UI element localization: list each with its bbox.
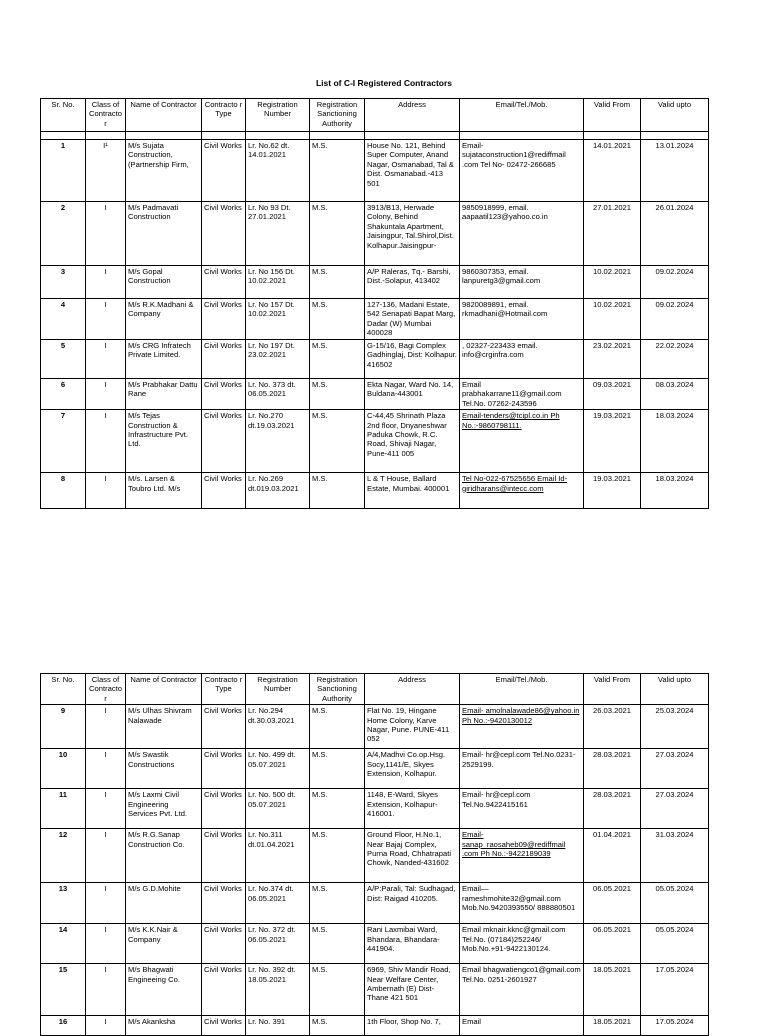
contractor-type: Civil Works (202, 410, 246, 473)
contractor-type: Civil Works (202, 705, 246, 749)
registration-number: Lr. No. 373 dt. 06.05.2021 (246, 379, 310, 410)
table-row (41, 299, 709, 340)
contractor-name: M/s Prabhakar Dattu Rane (126, 379, 202, 410)
contractor-type: Civil Works (202, 340, 246, 379)
sr-number: 13 (41, 883, 86, 924)
valid-upto: 13.01.2024 (641, 140, 709, 202)
header-spacer-row (41, 132, 709, 140)
contractor-address: Flat No. 19, Hingane Home Colony, Karve Nagar, Pune. PUNE-411 052 (365, 705, 460, 749)
contractor-type: Civil Works (202, 140, 246, 202)
sr-number: 6 (41, 379, 86, 410)
valid-from: 28.03.2021 (584, 789, 641, 829)
registration-number: Lr. No.294 dt.30.03.2021 (246, 705, 310, 749)
valid-upto: 18.03.2024 (641, 473, 709, 509)
contractor-address: House No. 121, Behind Super Computer, Anand Nagar, Osmanabad, Tal & Dist. Osmanabad.-413 501 (365, 140, 460, 202)
table-row (41, 789, 709, 829)
contractor-class: I (86, 299, 126, 340)
header-contact: Email/Tel./Mob. (460, 674, 584, 705)
sr-number: 2 (41, 202, 86, 266)
contractor-name: M/s R.G.Sanap Construction Co. (126, 829, 202, 883)
valid-from: 18.05.2021 (584, 964, 641, 1016)
table-row (41, 266, 709, 299)
contractor-type: Civil Works (202, 924, 246, 964)
sanctioning-authority: M.S. (310, 829, 365, 883)
contractor-address: 3913/B13, Herwade Colony, Behind Shakuntala Apartment, Jaisingpur, Tal.Shirol,Dist. Kolhapur.Jaisingpur- (365, 202, 460, 266)
contractor-name: M/s Akanksha (126, 1016, 202, 1036)
sr-number: 8 (41, 473, 86, 509)
valid-from: 19.03.2021 (584, 410, 641, 473)
sr-number: 15 (41, 964, 86, 1016)
sr-number: 9 (41, 705, 86, 749)
contractor-address: 6969, Shiv Mandir Road, Near Welfare Center, Ambernath (E) Dist- Thane 421 501 (365, 964, 460, 1016)
valid-from: 06.05.2021 (584, 883, 641, 924)
contractor-class: I (86, 789, 126, 829)
contractor-address: Ekta Nagar, Ward No. 14, Buldana-443001 (365, 379, 460, 410)
contractor-type: Civil Works (202, 1016, 246, 1036)
contact-details: 9850918999, email. aapaatil123@yahoo.co.in (460, 202, 584, 266)
valid-from: 01.04.2021 (584, 829, 641, 883)
header-valid-from: Valid From (584, 99, 641, 132)
header-class: Class of Contracto r (86, 99, 126, 132)
header-sr: Sr. No. (41, 674, 86, 705)
header-regno: Registration Number (246, 674, 310, 705)
sanctioning-authority: M.S. (310, 924, 365, 964)
contractor-class: I (86, 266, 126, 299)
sanctioning-authority: M.S. (310, 266, 365, 299)
contractor-class: I (86, 410, 126, 473)
contractor-class: I (86, 829, 126, 883)
table-row (41, 1016, 709, 1036)
header-class: Class of Contracto r (86, 674, 126, 705)
contact-details: Email- amolnalawade86@yahoo.in Ph No.:-9420130012 (460, 705, 584, 749)
valid-from: 09.03.2021 (584, 379, 641, 410)
contractor-name: M/s CRG Infratech Private Limited. (126, 340, 202, 379)
contractor-class: I (86, 924, 126, 964)
contractor-address: 1148, E-Ward, Skyes Extension, Kolhapur-416001. (365, 789, 460, 829)
sanctioning-authority: M.S. (310, 705, 365, 749)
sanctioning-authority: M.S. (310, 202, 365, 266)
contact-details: , 02327-223433 email. info@crginfra.com (460, 340, 584, 379)
header-valid-from: Valid From (584, 674, 641, 705)
contractor-class: I (86, 964, 126, 1016)
valid-upto: 17.05.2024 (641, 964, 709, 1016)
contractor-name: M/s Gopal Construction (126, 266, 202, 299)
header-contact: Email/Tel./Mob. (460, 99, 584, 132)
contractor-type: Civil Works (202, 202, 246, 266)
header-sr: Sr. No. (41, 99, 86, 132)
registration-number: Lr. No 157 Dt. 10.02.2021 (246, 299, 310, 340)
contact-details: Email-tenders@tcipl.co.in Ph No.:-9860798111. (460, 410, 584, 473)
sr-number: 11 (41, 789, 86, 829)
contractor-class: I (86, 1016, 126, 1036)
valid-upto: 27.03.2024 (641, 749, 709, 789)
sanctioning-authority: M.S. (310, 749, 365, 789)
table-row (41, 473, 709, 509)
sanctioning-authority: M.S. (310, 473, 365, 509)
valid-upto: 31.03.2024 (641, 829, 709, 883)
valid-upto: 08.03.2024 (641, 379, 709, 410)
valid-from: 18.05.2021 (584, 1016, 641, 1036)
registration-number: Lr. No.374 dt. 06.05.2021 (246, 883, 310, 924)
contractor-type: Civil Works (202, 829, 246, 883)
contractors-table-1 (40, 98, 709, 509)
valid-upto: 22.02.2024 (641, 340, 709, 379)
table-header-row (41, 674, 709, 705)
header-authority: Registration Sanctioning Authority (310, 99, 365, 132)
contractor-address: L & T House, Ballard Estate, Mumbai. 400001 (365, 473, 460, 509)
table-row (41, 705, 709, 749)
contact-details: Email- hr@cepl.com Tel.No.0231-2529199. (460, 749, 584, 789)
header-address: Address (365, 674, 460, 705)
sr-number: 12 (41, 829, 86, 883)
header-regno: Registration Number (246, 99, 310, 132)
contractor-type: Civil Works (202, 266, 246, 299)
header-authority: Registration Sanctioning Authority (310, 674, 365, 705)
header-name: Name of Contractor (126, 674, 202, 705)
contact-details: Email bhagwatiengco1@gmail.com Tel.No. 0251-2601927 (460, 964, 584, 1016)
registration-number: Lr. No.62 dt. 14.01.2021 (246, 140, 310, 202)
contractor-name: M/s K.K.Nair & Company (126, 924, 202, 964)
sr-number: 10 (41, 749, 86, 789)
valid-upto: 05.05.2024 (641, 883, 709, 924)
table-row (41, 829, 709, 883)
contractors-table-2 (40, 673, 709, 1036)
contractor-address: A/4,Madhvi Co.op.Hsg. Socy,1141/E, Skyes Extension, Kolhapur. (365, 749, 460, 789)
sanctioning-authority: M.S. (310, 789, 365, 829)
contractor-address: A/P Raleras, Tq.- Barshi, Dist.-Solapur, 413402 (365, 266, 460, 299)
table-row (41, 379, 709, 410)
table-row (41, 140, 709, 202)
sr-number: 5 (41, 340, 86, 379)
contractor-name: M/s Swastik Constructions (126, 749, 202, 789)
contractor-name: M/s Sujata Construction, (Partnership Firm, (126, 140, 202, 202)
contractor-address: C-44,45 Shrinath Plaza 2nd floor, Dnyaneshwar Paduka Chowk, R.C. Road, Shivaji Nagar, Pune-411 005 (365, 410, 460, 473)
contractor-address: G-15/16, Bagi Complex Gadhinglaj, Dist: Kolhapur. 416502 (365, 340, 460, 379)
valid-upto: 27.03.2024 (641, 789, 709, 829)
contractor-type: Civil Works (202, 299, 246, 340)
sanctioning-authority: M.S. (310, 340, 365, 379)
table-row (41, 883, 709, 924)
valid-from: 26.03.2021 (584, 705, 641, 749)
contractor-name: M/s G.D.Mohite (126, 883, 202, 924)
registration-number: Lr. No. 499 dt. 05.07.2021 (246, 749, 310, 789)
contact-details: 9820089891, email. rkmadhani@Hotmail.com (460, 299, 584, 340)
header-valid-upto: Valid upto (641, 674, 709, 705)
valid-from: 06.05.2021 (584, 924, 641, 964)
contractor-address: Rani Laxmibai Ward, Bhandara, Bhandara-441904. (365, 924, 460, 964)
valid-upto: 18.03.2024 (641, 410, 709, 473)
registration-number: Lr. No 156 Dt. 10.02.2021 (246, 266, 310, 299)
registration-number: Lr. No 197 Dt. 23.02.2021 (246, 340, 310, 379)
contractor-type: Civil Works (202, 473, 246, 509)
contact-details: Email prabhakarrane11@gmail.com Tel.No. 07262-243596 (460, 379, 584, 410)
contractor-class: I (86, 749, 126, 789)
valid-upto: 09.02.2024 (641, 266, 709, 299)
contractor-name: M/s Ulhas Shivram Nalawade (126, 705, 202, 749)
registration-number: Lr. No. 392 dt. 18.05.2021 (246, 964, 310, 1016)
valid-upto: 26.01.2024 (641, 202, 709, 266)
contractor-name: M/s R.K.Madhani & Company (126, 299, 202, 340)
contractor-type: Civil Works (202, 749, 246, 789)
table-row (41, 924, 709, 964)
sanctioning-authority: M.S. (310, 1016, 365, 1036)
sr-number: 4 (41, 299, 86, 340)
contact-details: Email- sanap_raosaheb09@rediffmail .com Ph No.:-9422189039 (460, 829, 584, 883)
sanctioning-authority: M.S. (310, 299, 365, 340)
valid-from: 28.03.2021 (584, 749, 641, 789)
sr-number: 7 (41, 410, 86, 473)
header-valid-upto: Valid upto (641, 99, 709, 132)
contact-details: Email mknair.kknc@gmail.com Tel.No. (07184)252246/ Mob.No.+91-9422130124. (460, 924, 584, 964)
registration-number: Lr. No. 372 dt. 06.05.2021 (246, 924, 310, 964)
registration-number: Lr. No. 500 dt. 05.07.2021 (246, 789, 310, 829)
contractor-class: I¹ (86, 140, 126, 202)
contractor-name: M/s Padmavati Construction (126, 202, 202, 266)
contact-details: Email— rameshmohite32@gmail.com Mob.No.9420393550/ 888880501 (460, 883, 584, 924)
sanctioning-authority: M.S. (310, 964, 365, 1016)
table-row (41, 964, 709, 1016)
contractor-name: M/s Laxmi Civil Engineering Services Pvt. Ltd. (126, 789, 202, 829)
table-row (41, 749, 709, 789)
sr-number: 16 (41, 1016, 86, 1036)
contractor-name: M/s Bhagwati Engineeing Co. (126, 964, 202, 1016)
contractor-class: I (86, 705, 126, 749)
sr-number: 1 (41, 140, 86, 202)
header-name: Name of Contractor (126, 99, 202, 132)
page-title: List of C-I Registered Contractors (315, 78, 453, 88)
registration-number: Lr. No 93 Dt. 27.01.2021 (246, 202, 310, 266)
contact-details: Tel No-022-67525656 Email Id- giridharans@intecc.com (460, 473, 584, 509)
sanctioning-authority: M.S. (310, 883, 365, 924)
valid-upto: 17.05.2024 (641, 1016, 709, 1036)
contractor-address: Ground Floor, H.No.1, Near Bajaj Complex, Purna Road, Chhatrapati Chowk, Nanded-431602 (365, 829, 460, 883)
registration-number: Lr. No.311 dt.01.04.2021 (246, 829, 310, 883)
contractor-class: I (86, 883, 126, 924)
contractor-name: M/s. Larsen & Toubro Ltd. M/s (126, 473, 202, 509)
sanctioning-authority: M.S. (310, 410, 365, 473)
header-type: Contracto r Type (202, 99, 246, 132)
contractor-type: Civil Works (202, 789, 246, 829)
sanctioning-authority: M.S. (310, 140, 365, 202)
table-row (41, 340, 709, 379)
contractor-address: 127-136, Madani Estate, 542 Senapati Bapat Marg, Dadar (W) Mumbai 400028 (365, 299, 460, 340)
sr-number: 14 (41, 924, 86, 964)
contact-details: Email- hr@cepl.com Tel.No.9422415161 (460, 789, 584, 829)
header-type: Contracto r Type (202, 674, 246, 705)
contact-details: 9860307353, email. lanpuretg3@gmail.com (460, 266, 584, 299)
valid-from: 19.03.2021 (584, 473, 641, 509)
registration-number: Lr. No.269 dt.019.03.2021 (246, 473, 310, 509)
valid-upto: 09.02.2024 (641, 299, 709, 340)
registration-number: Lr. No.270 dt.19.03.2021 (246, 410, 310, 473)
contractor-type: Civil Works (202, 883, 246, 924)
header-address: Address (365, 99, 460, 132)
sr-number: 3 (41, 266, 86, 299)
valid-upto: 25.03.2024 (641, 705, 709, 749)
contractor-type: Civil Works (202, 964, 246, 1016)
table-row (41, 202, 709, 266)
valid-from: 27.01.2021 (584, 202, 641, 266)
registration-number: Lr. No. 391 (246, 1016, 310, 1036)
valid-from: 14.01.2021 (584, 140, 641, 202)
contact-details: Email- sujataconstruction1@rediffmail .com Tel No- 02472-266685 (460, 140, 584, 202)
contractor-class: I (86, 379, 126, 410)
table-header-row (41, 99, 709, 132)
valid-upto: 05.05.2024 (641, 924, 709, 964)
valid-from: 23.02.2021 (584, 340, 641, 379)
contractor-class: I (86, 202, 126, 266)
contractor-address: 1th Floor, Shop No. 7, (365, 1016, 460, 1036)
table-row (41, 410, 709, 473)
contact-details: Email (460, 1016, 584, 1036)
contractor-class: I (86, 473, 126, 509)
sanctioning-authority: M.S. (310, 379, 365, 410)
contractor-name: M/s Tejas Construction & Infrastructure Pvt. Ltd. (126, 410, 202, 473)
contractor-address: A/P:Parali, Tal: Sudhagad, Dist: Raigad 410205. (365, 883, 460, 924)
valid-from: 10.02.2021 (584, 299, 641, 340)
valid-from: 10.02.2021 (584, 266, 641, 299)
contractor-type: Civil Works (202, 379, 246, 410)
contractor-class: I (86, 340, 126, 379)
